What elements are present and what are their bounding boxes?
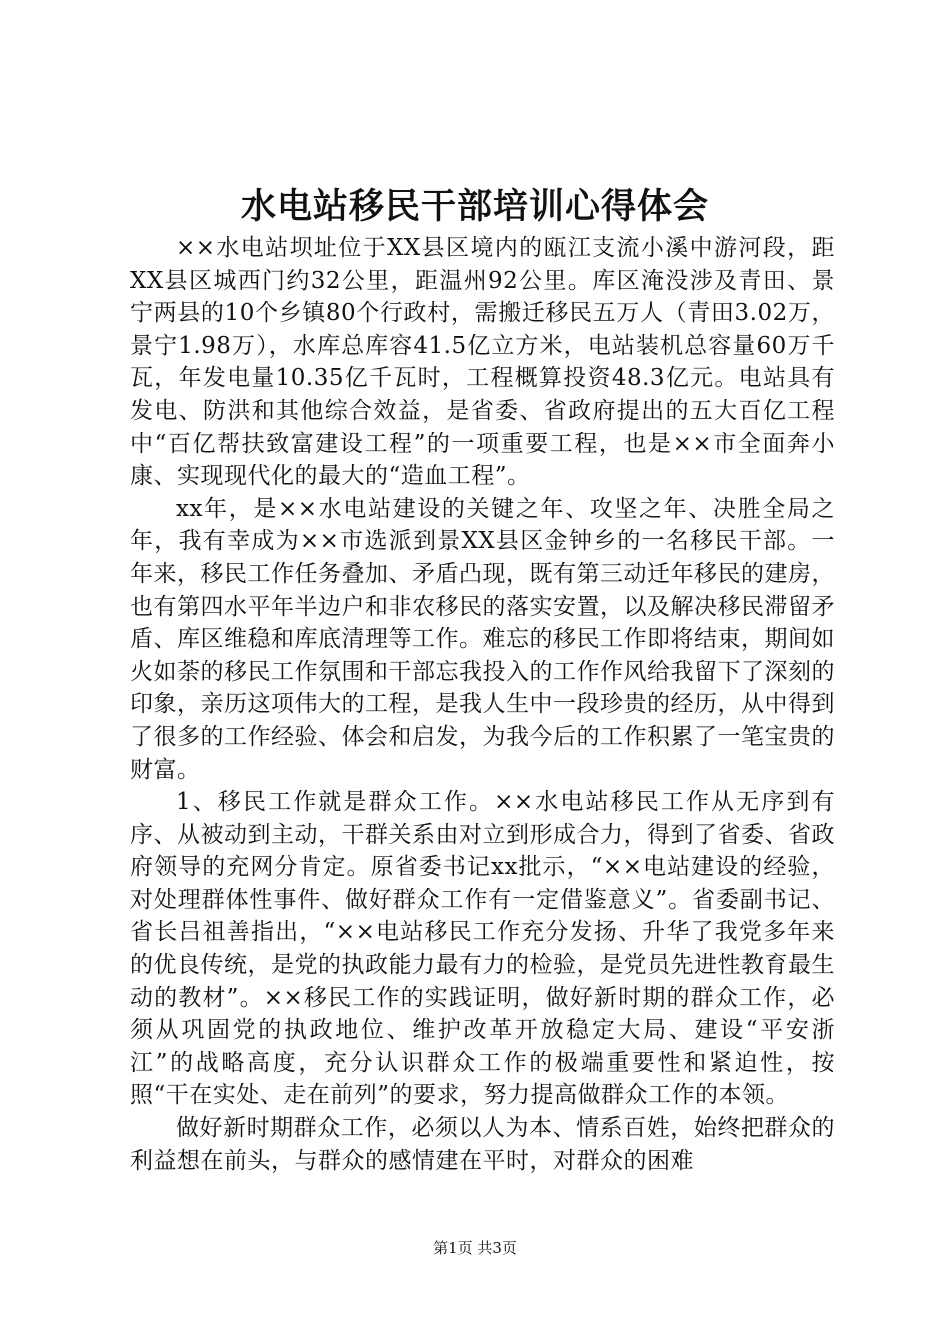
document-title: 水电站移民干部培训心得体会 xyxy=(240,186,709,227)
document-body xyxy=(130,232,835,1177)
paragraph-2: xx年，是××水电站建设的关键之年、攻坚之年、决胜全局之年，我有幸成为××市选派到景XX县区金钟乡的一名移民干部。一年来，移民工作任务叠加、矛盾凸现，既有第三动迁年移民的建房，也有第四水平年半边户和非农移民的落实安置，以及解决移民滞留矛盾、库区维稳和库底清理等工作。难忘的移民工作即将结束，期间如火如荼的移民工作氛围和干部忘我投入的工作作风给我留下了深刻的印象，亲历这项伟大的工程，是我人生中一段珍贵的经历，从中得到了很多的工作经验、体会和启发，为我今后的工作积累了一笔宝贵的财富。 xyxy=(130,495,835,783)
paragraph-4: 做好新时期群众工作，必须以人为本、情系百姓，始终把群众的利益想在前头，与群众的感情建在平时，对群众的困难 xyxy=(130,1115,835,1174)
paragraph-3: 1、移民工作就是群众工作。××水电站移民工作从无序到有序、从被动到主动，干群关系由对立到形成合力，得到了省委、省政府领导的充网分肯定。原省委书记xx批示，“××电站建设的经验，对处理群体性事件、做好群众工作有一定借鉴意义”。省委副书记、省长吕祖善指出，“××电站移民工作充分发扬、升华了我党多年来的优良传统，是党的执政能力最有力的检验，是党员先进性教育最生动的教材”。××移民工作的实践证明，做好新时期的群众工作，必须从巩固党的执政地位、维护改革开放稳定大局、建设“平安浙江”的战略高度，充分认识群众工作的极端重要性和紧迫性，按照“干在实处、走在前列”的要求，努力提高做群众工作的本领。 xyxy=(130,789,835,1109)
page-footer: 第1页 共3页 xyxy=(433,1239,517,1257)
paragraph-1: ××水电站坝址位于XX县区境内的瓯江支流小溪中游河段，距XX县区城西门约32公里，距温州92公里。库区淹没涉及青田、景宁两县的10个乡镇80个行政村，需搬迁移民五万人（青田3.02万，景宁1.98万），水库总库容41.5亿立方米，电站装机总容量60万千瓦，年发电量10.35亿千瓦时，工程概算投资48.3亿元。电站具有发电、防洪和其他综合效益，是省委、省政府提出的五大百亿工程中“百亿帮扶致富建设工程”的一项重要工程，也是××市全面奔小康、实现现代化的最大的“造血工程”。 xyxy=(130,235,835,490)
